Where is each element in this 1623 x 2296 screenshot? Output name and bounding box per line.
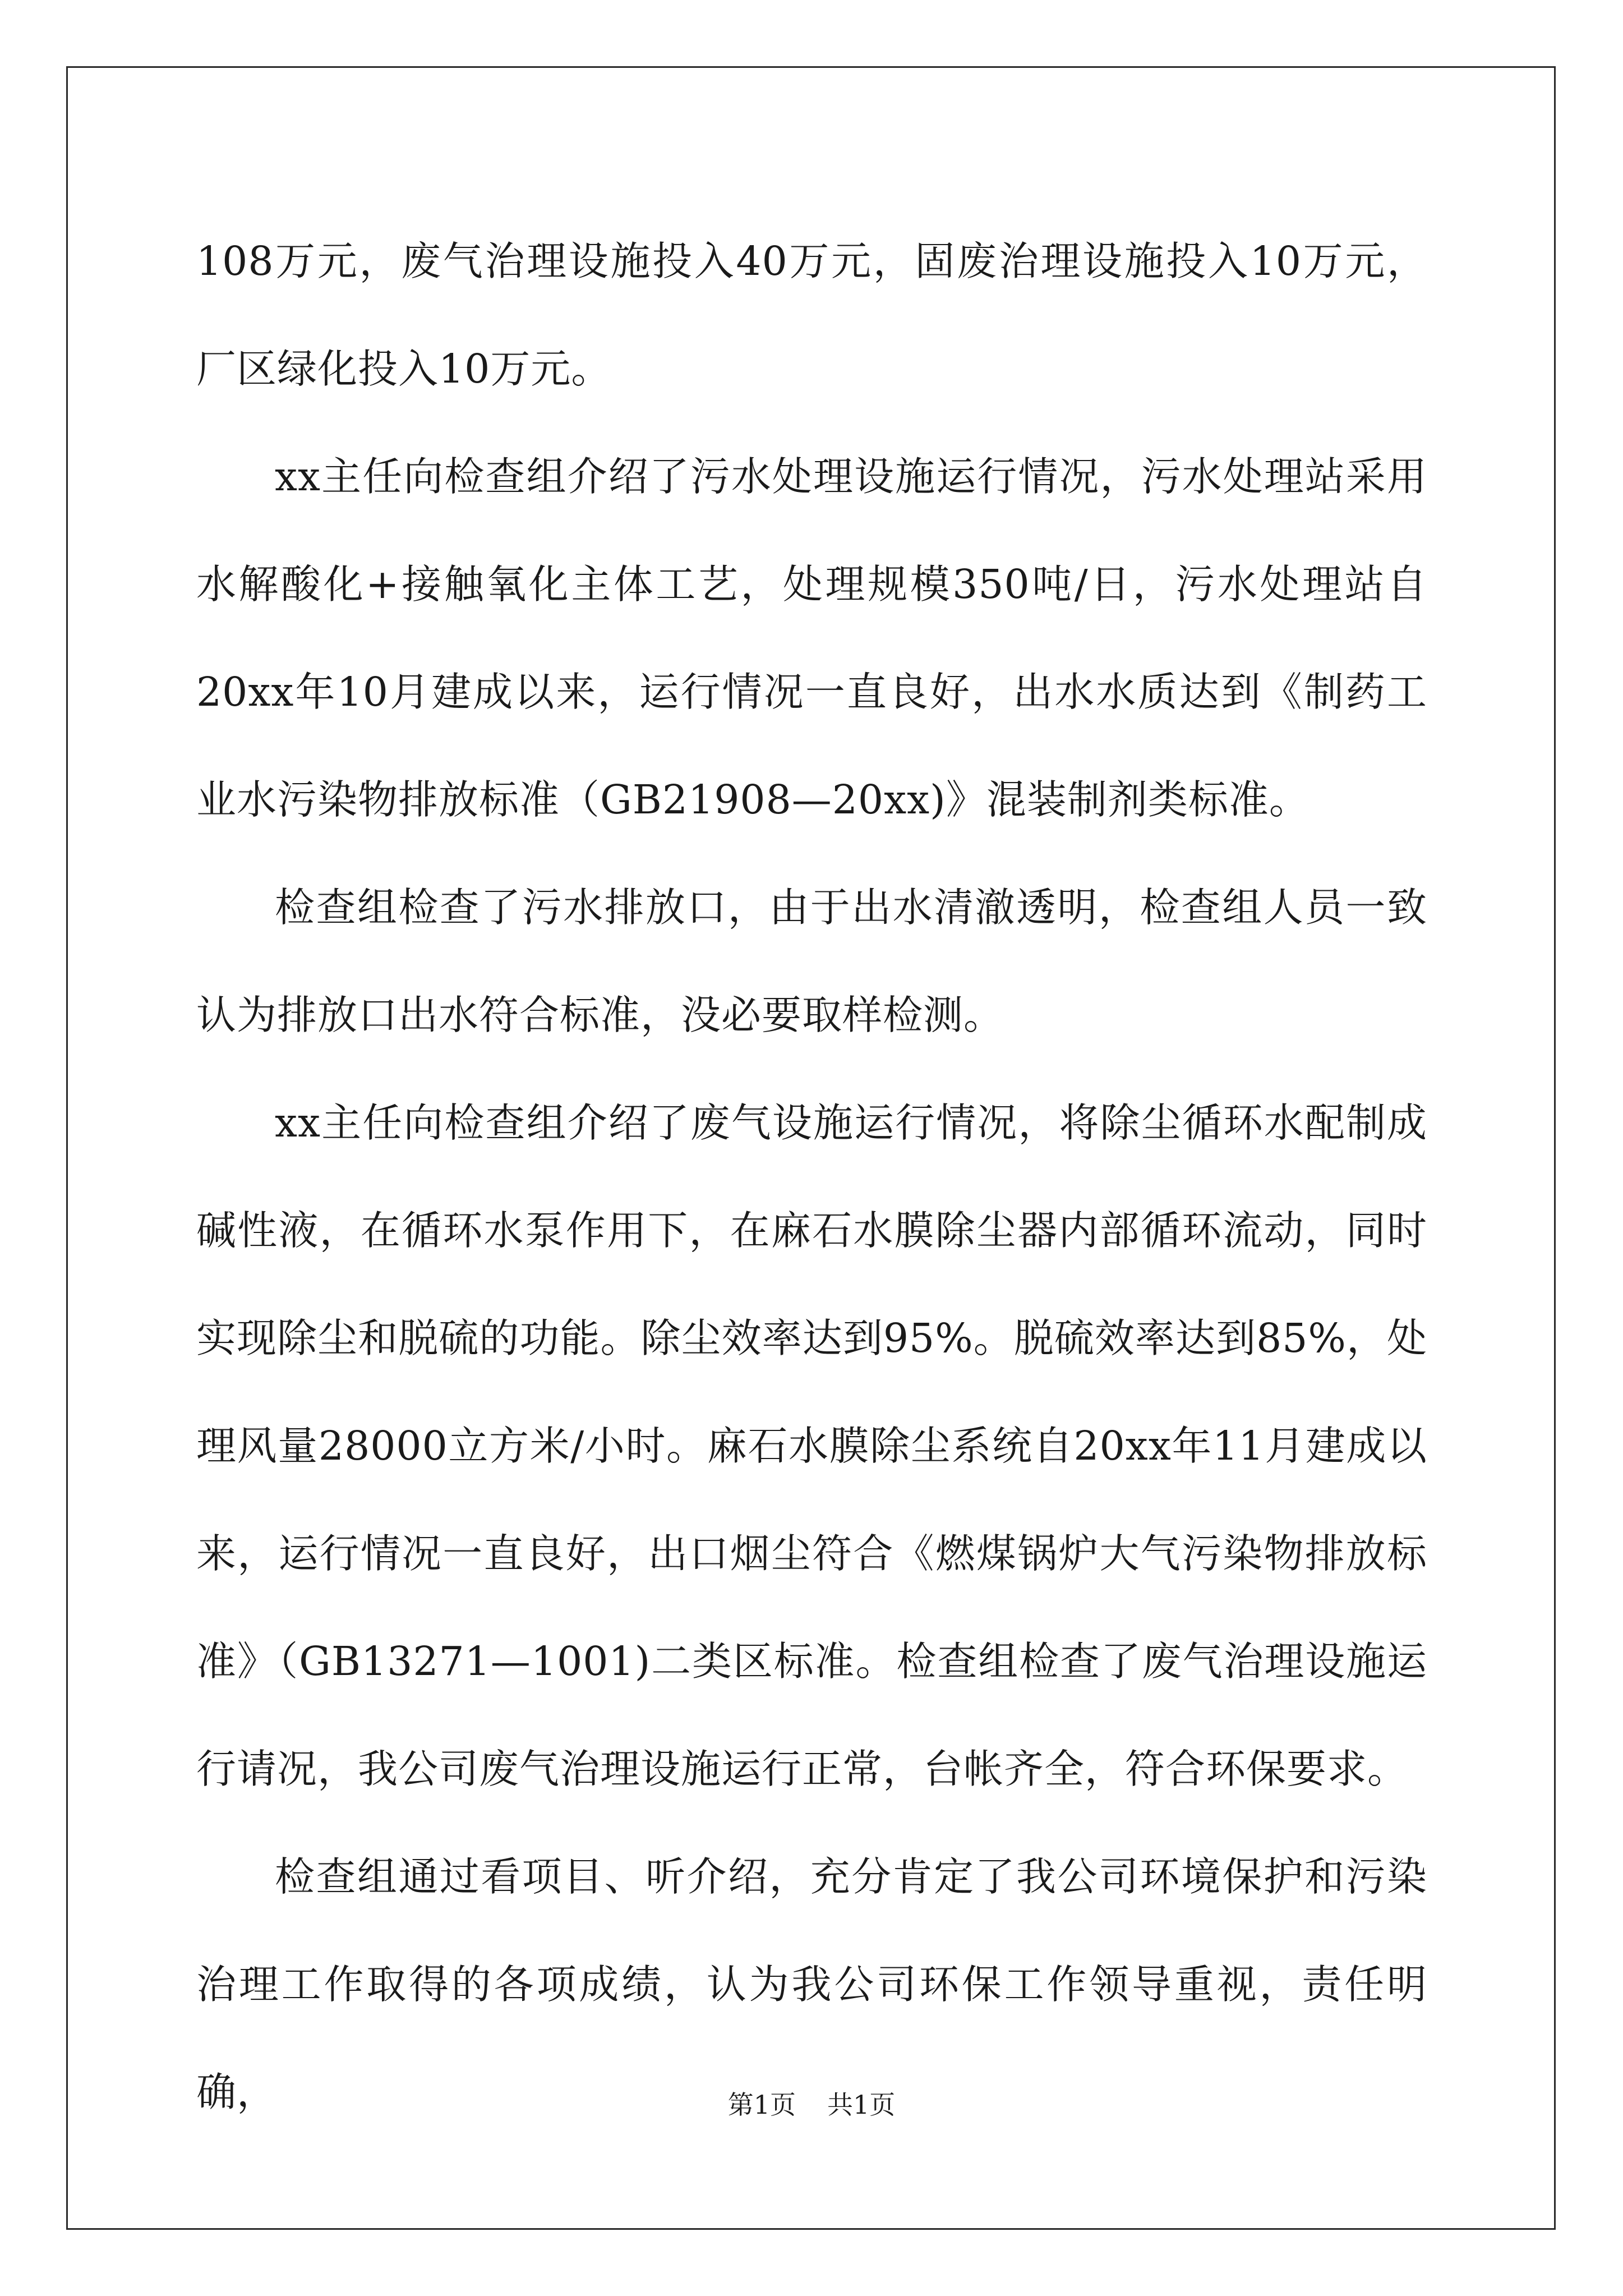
paragraph: xx主任向检查组介绍了污水处理设施运行情况，污水处理站采用水解酸化+接触氧化主体工艺，处理规模350吨/日，污水处理站自20xx年10月建成以来，运行情况一直良好，出水水质达到《制药工业水污染物排放标准（GB21908—20xx)》混装制剂类标准。	[196, 453, 1427, 823]
document-body	[196, 208, 1427, 2146]
paragraph: xx主任向检查组介绍了废气设施运行情况，将除尘循环水配制成碱性液，在循环水泵作用下，在麻石水膜除尘器内部循环流动，同时实现除尘和脱硫的功能。除尘效率达到95%。脱硫效率达到85%，处理风量28000立方米/小时。麻石水膜除尘系统自20xx年11月建成以来，运行情况一直良好，出口烟尘符合《燃煤锅炉大气污染物排放标准》（GB13271—1001)二类区标准。检查组检查了废气治理设施运行请况，我公司废气治理设施运行正常，台帐齐全，符合环保要求。	[196, 1099, 1427, 1792]
paragraph: 108万元，废气治理设施投入40万元，固废治理设施投入10万元，厂区绿化投入10万元。	[196, 238, 1427, 392]
page-footer	[0, 2088, 1623, 2122]
page-total: 共1页	[827, 2090, 896, 2120]
paragraph: 检查组通过看项目、听介绍，充分肯定了我公司环境保护和污染治理工作取得的各项成绩，认为我公司环保工作领导重视，责任明确，	[196, 1853, 1427, 2115]
paragraph: 检查组检查了污水排放口，由于出水清澈透明，检查组人员一致认为排放口出水符合标准，没必要取样检测。	[196, 884, 1427, 1038]
page-number: 第1页	[727, 2090, 796, 2120]
